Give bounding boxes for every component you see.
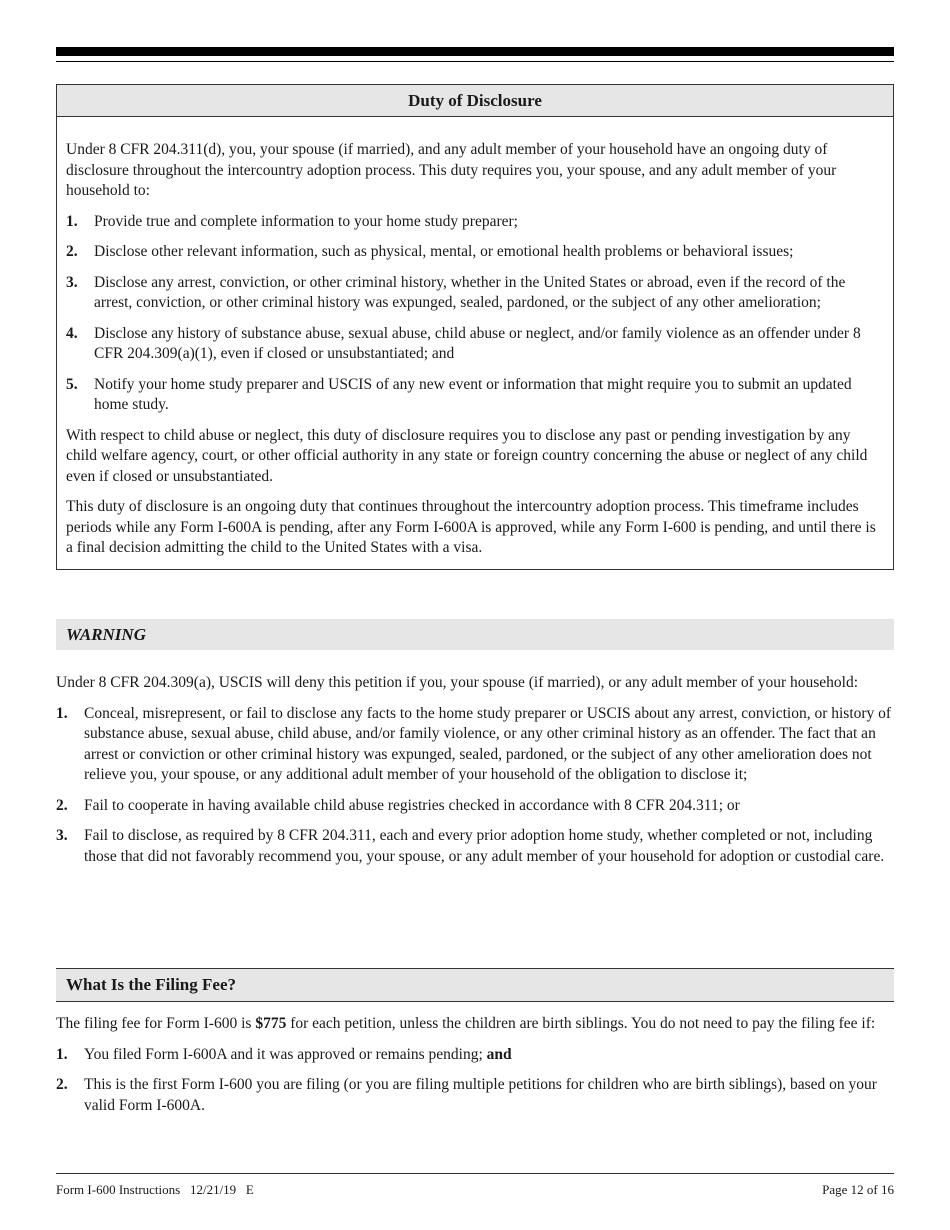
list-item <box>56 1075 894 1116</box>
list-text <box>84 1045 894 1066</box>
header-rule-thick <box>56 47 894 56</box>
list-number: 1. <box>56 704 68 722</box>
list-number: 1. <box>56 1045 68 1063</box>
list-text: Disclose other relevant information, such as physical, mental, or emotional health problems or behavioral issues; <box>94 243 794 260</box>
fee-item-bold: and <box>486 1045 512 1063</box>
list-text: This is the first Form I-600 you are filing (or you are filing multiple petitions for children who are birth siblings), based on your valid Form I-600A. <box>84 1076 877 1114</box>
list-text: Fail to cooperate in having available child abuse registries checked in accordance with 8 CFR 204.311; or <box>84 796 740 814</box>
list-item <box>66 242 883 263</box>
disclosure-ongoing-paragraph: This duty of disclosure is an ongoing duty that continues throughout the intercountry adoption process. This timeframe includes periods while any Form I-600A is pending, after any Form I-600A is approved, while any Form I-600 is pending, and until there is a final decision admitting the child to the United States with a visa. <box>66 498 876 556</box>
warning-heading: WARNING <box>66 625 146 644</box>
fee-item-text: You filed Form I-600A and it was approved or remains pending; <box>84 1045 487 1063</box>
list-text: Conceal, misrepresent, or fail to disclose any facts to the home study preparer or USCIS about any arrest, conviction, or history of substance abuse, sexual abuse, child abuse, and/or family violence, or any other criminal history as an offender. The fact that an arrest or conviction or other criminal history was expunged, sealed, pardoned, or the subject of any other amelioration does not relieve you, your spouse, or any additional adult member of your household of the obligation to disclose it; <box>84 704 892 783</box>
list-text: Fail to disclose, as required by 8 CFR 204.311, each and every prior adoption home study, whether completed or not, including those that did not favorably recommend you, your spouse, or any adult member of your household for adoption or custodial care. <box>84 827 885 865</box>
list-number: 2. <box>66 243 78 260</box>
disclosure-list <box>66 212 883 416</box>
footer-form-info: Form I-600 Instructions 12/21/19 E <box>56 1182 254 1197</box>
fee-intro-text-cont: for each petition, unless the children are birth siblings. You do not need to pay the filing fee if: <box>286 1015 876 1032</box>
warning-banner <box>56 619 894 650</box>
duty-of-disclosure-box <box>56 84 894 570</box>
list-number: 2. <box>56 1076 68 1093</box>
filing-fee-banner <box>56 968 894 1002</box>
list-item <box>56 1045 894 1066</box>
list-item <box>56 826 894 867</box>
footer-rule <box>56 1173 894 1174</box>
duty-of-disclosure-heading: Duty of Disclosure <box>57 85 893 117</box>
list-text: Notify your home study preparer and USCIS of any new event or information that might require you to submit an updated home study. <box>94 375 852 413</box>
duty-of-disclosure-body <box>57 117 893 569</box>
list-number: 3. <box>66 273 78 291</box>
fee-amount: $775 <box>255 1015 287 1032</box>
filing-fee-section <box>56 1014 894 1126</box>
disclosure-intro: Under 8 CFR 204.311(d), you, your spouse (if married), and any adult member of your household have an ongoing duty of disclosure throughout the intercountry adoption process. This duty requires you, your spouse, and any adult member of your household to: <box>66 141 837 199</box>
footer-page-number: Page 12 of 16 <box>822 1182 894 1197</box>
header-rule-thin <box>56 61 894 62</box>
list-text: Disclose any history of substance abuse, sexual abuse, child abuse or neglect, and/or family violence as an offender under 8 CFR 204.309(a)(1), even if closed or unsubstantiated; and <box>94 324 861 362</box>
filing-fee-list <box>56 1045 894 1117</box>
disclosure-child-abuse-paragraph: With respect to child abuse or neglect, this duty of disclosure requires you to disclose any past or pending investigation by any child welfare agency, court, or other official authority in any state or foreign country concerning the abuse or neglect of any child even if closed or unsubstantiated. <box>66 426 868 485</box>
warning-list <box>56 704 894 868</box>
fee-intro-text: The filing fee for Form I-600 is <box>56 1015 256 1032</box>
warning-intro: Under 8 CFR 204.309(a), USCIS will deny this petition if you, your spouse (if married), or any adult member of your household: <box>56 674 859 691</box>
list-item <box>66 212 883 233</box>
list-item <box>56 704 894 786</box>
list-text: Disclose any arrest, conviction, or other criminal history, whether in the United States or abroad, even if the record of the arrest, conviction, or other criminal history was expunged, sealed, pardoned, or the subject of any other amelioration; <box>94 273 846 311</box>
list-item <box>56 796 894 817</box>
list-item <box>66 273 883 314</box>
warning-section <box>56 673 894 877</box>
list-number: 5. <box>66 375 78 393</box>
filing-fee-heading: What Is the Filing Fee? <box>66 975 236 994</box>
list-text: Provide true and complete information to your home study preparer; <box>94 212 518 230</box>
list-number: 1. <box>66 212 78 230</box>
filing-fee-intro <box>56 1014 894 1035</box>
list-number: 3. <box>56 827 68 844</box>
list-number: 2. <box>56 796 68 814</box>
list-item <box>66 324 883 365</box>
list-number: 4. <box>66 324 78 342</box>
list-item <box>66 375 883 416</box>
